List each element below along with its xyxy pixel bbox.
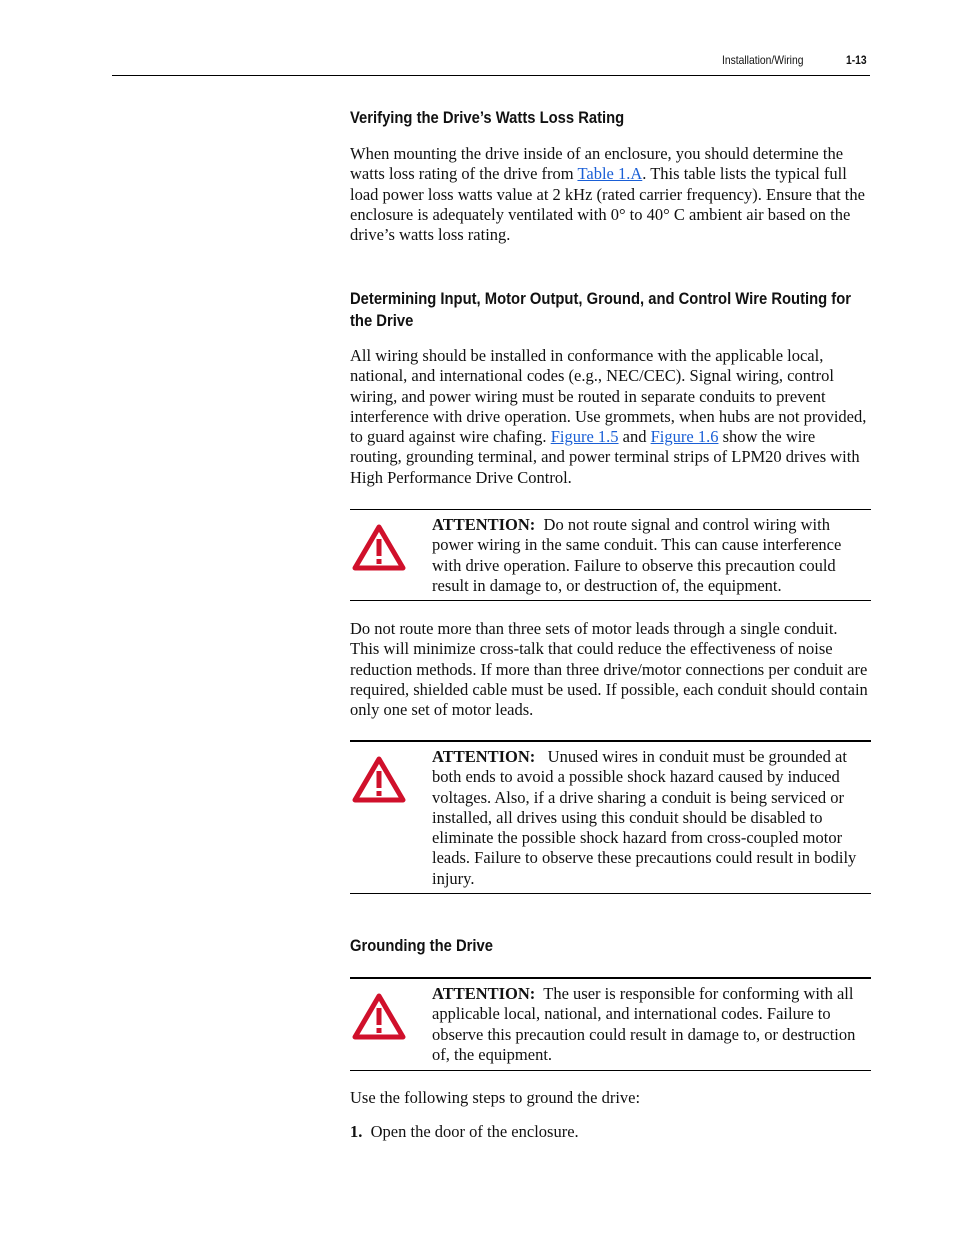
header-rule: [112, 75, 870, 76]
page-number: 1-13: [846, 53, 867, 67]
heading-grounding: Grounding the Drive: [350, 936, 493, 955]
attention-box-wiring: [350, 509, 871, 601]
step-text: Open the door of the enclosure.: [370, 1122, 579, 1141]
attention-text: ATTENTION: Unused wires in conduit must be grounded at both ends to avoid a possible shock hazard caused by induced voltages. Also, if a drive sharing a conduit is being serviced or installed, all drives using this conduit should be disabled to eliminate the possible shock hazard from cross-coupled motor leads. Failure to observe these precautions could result in bodily injury.: [432, 747, 857, 888]
link-figure-1-5[interactable]: Figure 1.5: [550, 427, 619, 447]
header-section: Installation/Wiring: [722, 53, 804, 67]
heading-wire-routing: Determining Input, Motor Output, Ground, and Control Wire Routing for the Drive: [350, 289, 852, 330]
heading-watts-loss: Verifying the Drive’s Watts Loss Rating: [350, 108, 625, 127]
paragraph-motor-leads: Do not route more than three sets of motor leads through a single conduit. This will minimize cross-talk that could reduce the effectiveness of noise reduction methods. If more than three drive/motor connections per conduit are required, shielded cable must be used. If possible, each conduit should contain only one set of motor leads.: [350, 619, 868, 720]
warning-icon: [352, 524, 406, 571]
step-number: 1.: [350, 1122, 363, 1141]
attention-label: ATTENTION:: [432, 984, 536, 1003]
attention-label: ATTENTION:: [432, 747, 536, 766]
attention-text: ATTENTION: The user is responsible for conforming with all applicable local, national, and international codes. Failure to observe this precaution could result in damage to, or destruction of, the equipment.: [432, 984, 856, 1064]
attention-text: ATTENTION: Do not route signal and control wiring with power wiring in the same conduit. This can cause interference with drive operation. Failure to observe this precaution could result in damage to, or destruction of, the equipment.: [432, 515, 842, 595]
list-item: [350, 1122, 868, 1142]
link-figure-1-6[interactable]: Figure 1.6: [650, 427, 719, 447]
attention-box-grounding: [350, 977, 871, 1071]
attention-label: ATTENTION:: [432, 515, 536, 534]
link-table-1a[interactable]: Table 1.A: [577, 164, 643, 184]
warning-icon: [352, 756, 406, 803]
warning-icon: [352, 993, 406, 1040]
paragraph-watts-loss: When mounting the drive inside of an enclosure, you should determine the watts loss rating of the drive from Table 1.A. This table lists the typical full load power loss watts value at 2 kHz (rated carrier frequency). Ensure that the enclosure is adequately ventilated with 0° to 40° C ambient air based on the drive’s watts loss rating.: [350, 144, 865, 245]
paragraph-wire-routing: All wiring should be installed in conformance with the applicable local, national, and international codes (e.g., NEC/CEC). Signal wiring, control wiring, and power wiring must be routed in separate conduits to prevent interference with drive operation. Use grommets, when hubs are not provided, to guard against wire chafing. Figure 1.5 and Figure 1.6 show the wire routing, grounding terminal, and power terminal strips of LPM20 drives with High Performance Drive Control.: [350, 346, 867, 487]
attention-box-unused-wires: [350, 740, 871, 894]
paragraph-steps-intro: Use the following steps to ground the drive:: [350, 1088, 641, 1107]
